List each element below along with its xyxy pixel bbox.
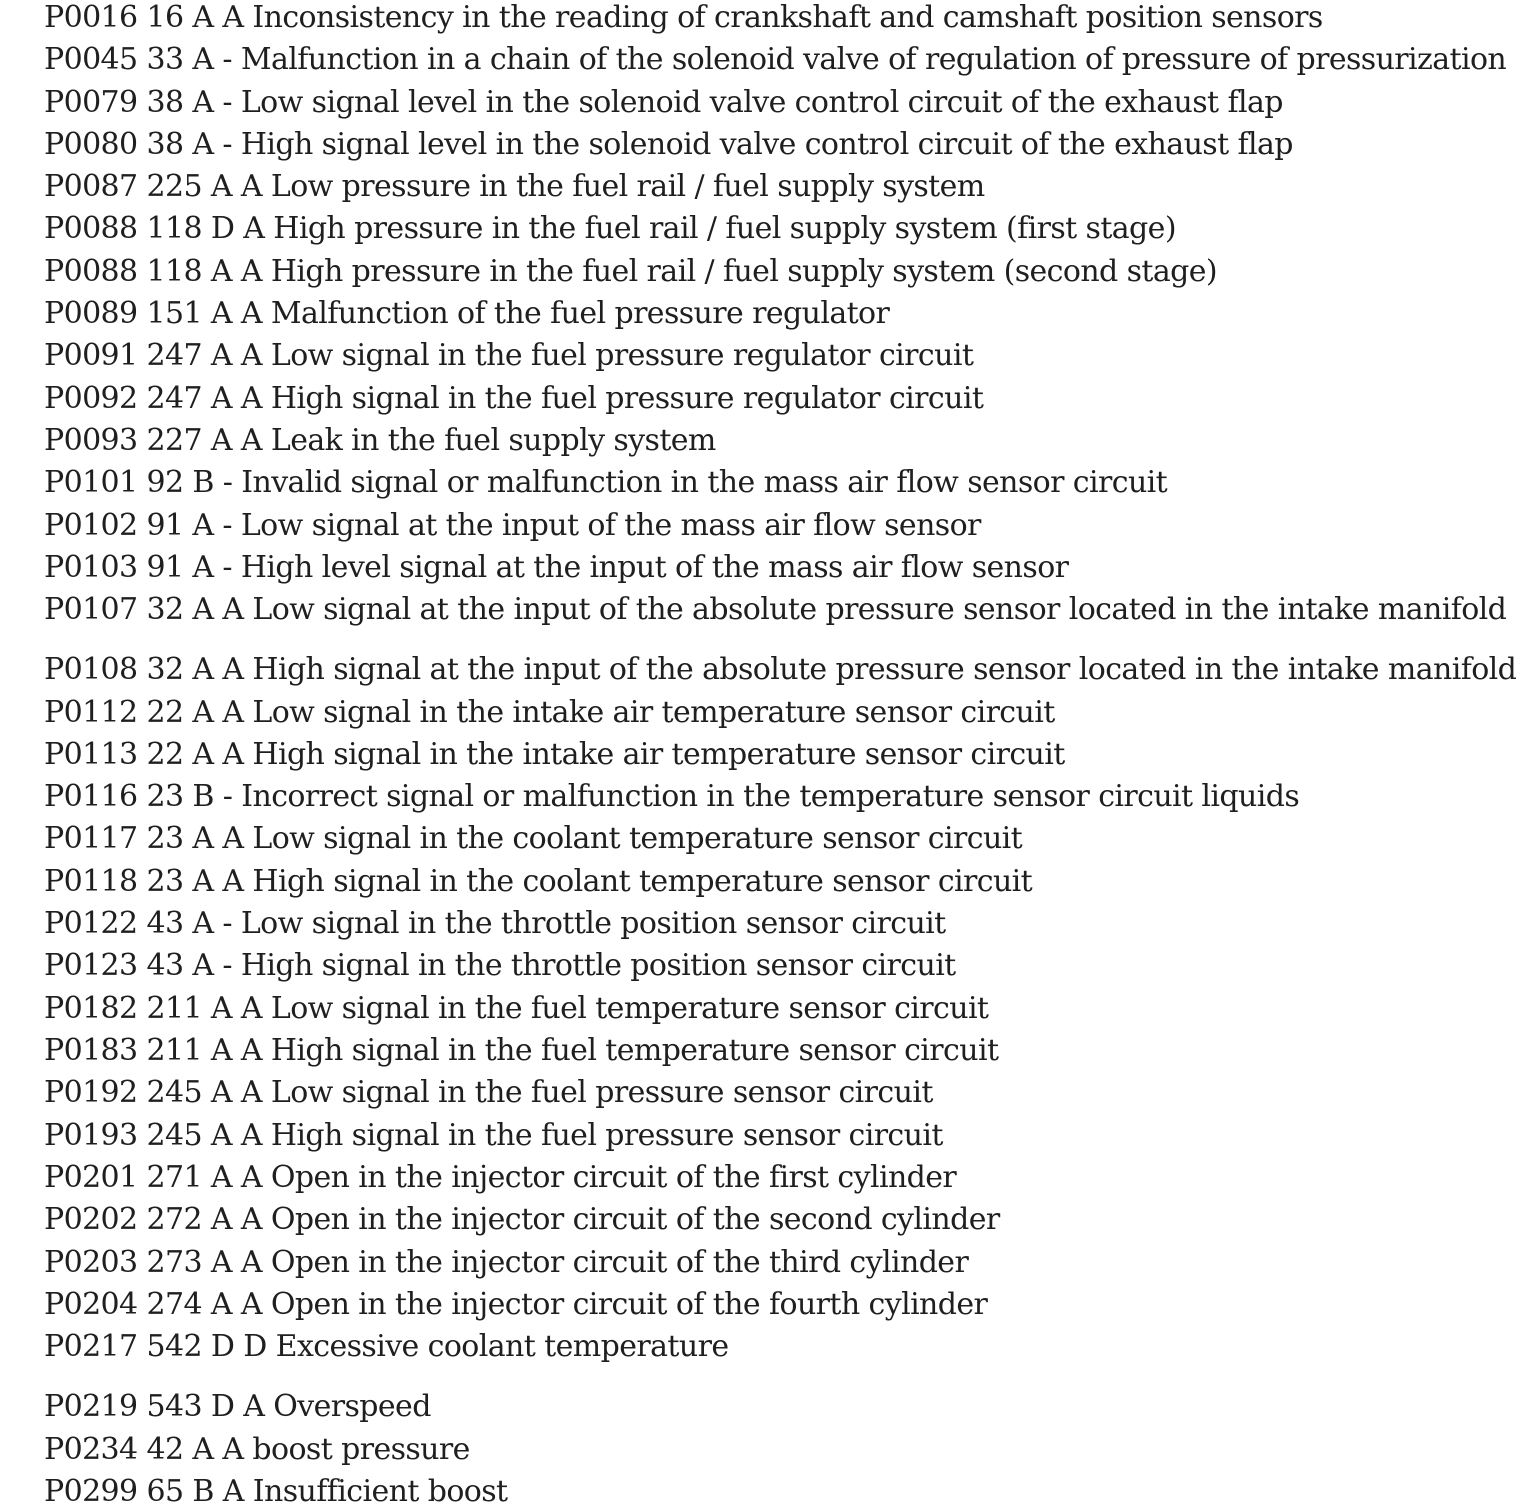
code-line: P0182 211 A A Low signal in the fuel temperature sensor circuit xyxy=(44,991,989,1026)
code-line: P0079 38 A - Low signal level in the solenoid valve control circuit of the exhaust flap xyxy=(44,85,1283,120)
code-line: P0102 91 A - Low signal at the input of the mass air flow sensor xyxy=(44,508,981,543)
code-line: P0016 16 A A Inconsistency in the reading of crankshaft and camshaft position sensors xyxy=(44,0,1323,35)
code-line: P0204 274 A A Open in the injector circuit of the fourth cylinder xyxy=(44,1287,988,1322)
code-line: P0203 273 A A Open in the injector circuit of the third cylinder xyxy=(44,1245,969,1280)
code-line: P0193 245 A A High signal in the fuel pressure sensor circuit xyxy=(44,1118,943,1153)
code-line: P0092 247 A A High signal in the fuel pressure regulator circuit xyxy=(44,381,984,416)
code-line: P0087 225 A A Low pressure in the fuel rail / fuel supply system xyxy=(44,169,985,204)
code-line: P0217 542 D D Excessive coolant temperature xyxy=(44,1329,729,1364)
error-code-list xyxy=(44,0,1524,1509)
code-line: P0088 118 A A High pressure in the fuel rail / fuel supply system (second stage) xyxy=(44,254,1217,289)
code-line: P0088 118 D A High pressure in the fuel rail / fuel supply system (first stage) xyxy=(44,211,1176,246)
code-line: P0089 151 A A Malfunction of the fuel pressure regulator xyxy=(44,296,890,331)
code-line: P0093 227 A A Leak in the fuel supply system xyxy=(44,423,716,458)
code-line: P0201 271 A A Open in the injector circuit of the first cylinder xyxy=(44,1160,957,1195)
code-line: P0123 43 A - High signal in the throttle position sensor circuit xyxy=(44,948,956,983)
code-line: P0118 23 A A High signal in the coolant temperature sensor circuit xyxy=(44,864,1033,899)
code-line: P0183 211 A A High signal in the fuel temperature sensor circuit xyxy=(44,1033,999,1068)
code-line-cut-off: P0299 65 B A Insufficient boost xyxy=(44,1474,508,1509)
code-line: P0219 543 D A Overspeed xyxy=(44,1389,431,1424)
code-line: P0091 247 A A Low signal in the fuel pressure regulator circuit xyxy=(44,338,974,373)
code-line: P0108 32 A A High signal at the input of the absolute pressure sensor located in the intake manifold xyxy=(44,652,1517,687)
code-line: P0112 22 A A Low signal in the intake air temperature sensor circuit xyxy=(44,695,1055,730)
code-line: P0202 272 A A Open in the injector circuit of the second cylinder xyxy=(44,1202,1000,1237)
code-line: P0080 38 A - High signal level in the solenoid valve control circuit of the exhaust flap xyxy=(44,127,1293,162)
code-line: P0103 91 A - High level signal at the input of the mass air flow sensor xyxy=(44,550,1069,585)
code-line: P0101 92 B - Invalid signal or malfunction in the mass air flow sensor circuit xyxy=(44,465,1168,500)
code-line: P0116 23 B - Incorrect signal or malfunction in the temperature sensor circuit liquids xyxy=(44,779,1300,814)
code-line: P0192 245 A A Low signal in the fuel pressure sensor circuit xyxy=(44,1075,933,1110)
code-line: P0045 33 A - Malfunction in a chain of the solenoid valve of regulation of pressure of pressurization xyxy=(44,42,1507,77)
code-line: P0234 42 A A boost pressure xyxy=(44,1432,470,1467)
code-line: P0113 22 A A High signal in the intake air temperature sensor circuit xyxy=(44,737,1065,772)
code-line: P0107 32 A A Low signal at the input of the absolute pressure sensor located in the intake manifold xyxy=(44,592,1507,627)
code-line: P0122 43 A - Low signal in the throttle position sensor circuit xyxy=(44,906,946,941)
code-line: P0117 23 A A Low signal in the coolant temperature sensor circuit xyxy=(44,821,1023,856)
